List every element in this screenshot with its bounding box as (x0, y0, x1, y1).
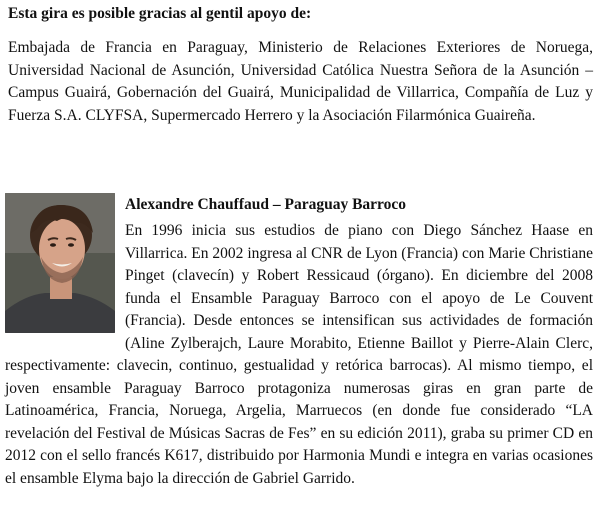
bio-section (5, 193, 593, 490)
sponsors-heading: Esta gira es posible gracias al gentil apoyo de: (8, 5, 312, 22)
bio-title: Alexandre Chauffaud – Paraguay Barroco (125, 196, 407, 213)
portrait-photo (5, 193, 115, 333)
sponsors-text: Embajada de Francia en Paraguay, Ministerio de Relaciones Exteriores de Noruega, Universidad Nacional de Asunción, Universidad Católica Nuestra Señora de la Asunción – Campus Guairá, Gobernación del Guairá, Municipalidad de Villarrica, Compañía de Luz y Fuerza S.A. CLYFSA, Supermercado Herrero y la Asociación Filarmónica Guaireña. (8, 39, 593, 124)
portrait-illustration (5, 193, 115, 333)
bio-text: En 1996 inicia sus estudios de piano con Diego Sánchez Haase en Villarrica. En 2002 ingresa al CNR de Lyon (Francia) con Marie Christiane Pinget (clavecín) y Robert Ressicaud (órgano). En diciembre del 2008 funda el Ensamble Paraguay Barroco con el apoyo de Le Couvent (Francia). Desde entonces se intensifican sus actividades de formación (Aline Zylberajch, Laure Morabito, Etienne Baillot y Pierre-Alain Clerc, respectivamente: clavecin, continuo, gestualidad y retórica barrocas). Al mismo tiempo, el joven ensamble Paraguay Barroco protagoniza numerosas giras en gran parte de Latinoamérica, Francia, Noruega, Argelia, Marruecos (en donde fue considerado “LA revelación del Festival de Músicas Sacras de Fes” en su edición 2011), graba su primer CD en 2012 con el sello francés K617, distribuido por Harmonia Mundi e integra en varias ocasiones el ensamble Elyma bajo la dirección de Gabriel Garrido. (5, 222, 593, 487)
